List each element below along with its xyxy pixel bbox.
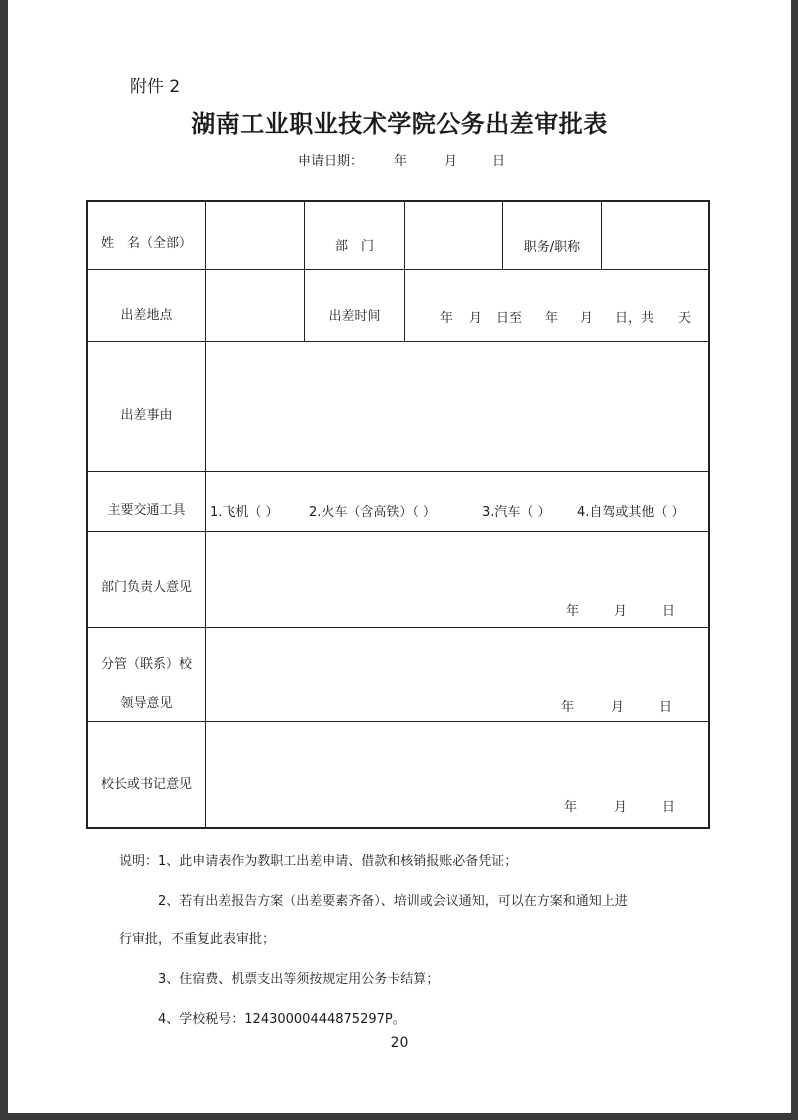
time-start-year: 年 xyxy=(440,311,454,326)
dept-head-day: 日 xyxy=(662,604,676,619)
position-label: 职务/职称 xyxy=(523,240,581,255)
application-date-day: 日 xyxy=(492,154,506,169)
time-start-month: 月 xyxy=(469,311,483,326)
approval-form-table xyxy=(86,200,710,828)
time-end-month: 月 xyxy=(580,311,594,326)
president-day: 日 xyxy=(662,800,676,815)
row-divider xyxy=(88,269,708,270)
department-field[interactable] xyxy=(405,203,501,268)
time-total-days: 天 xyxy=(678,311,692,326)
row-divider xyxy=(88,531,708,532)
department-label: 部 门 xyxy=(334,239,374,254)
application-date-label: 申请日期： xyxy=(298,154,364,169)
dept-head-opinion-field[interactable] xyxy=(206,533,706,626)
time-start-day: 日至 xyxy=(496,311,523,326)
note-4: 4、学校税号：12430000444875297P。 xyxy=(158,1012,406,1027)
transport-option-plane[interactable]: 1.飞机（ ） xyxy=(210,505,279,520)
transport-option-bus[interactable]: 3.汽车（ ） xyxy=(482,505,551,520)
form-title: 湖南工业职业技术学院公务出差审批表 xyxy=(191,110,608,138)
transport-label: 主要交通工具 xyxy=(107,503,186,518)
leader-year: 年 xyxy=(561,700,575,715)
row-divider xyxy=(88,721,708,722)
application-date-year: 年 xyxy=(394,154,408,169)
leader-day: 日 xyxy=(659,700,673,715)
travel-time-field[interactable] xyxy=(405,271,706,340)
note-2: 2、若有出差报告方案（出差要素齐备）、培训或会议通知，可以在方案和通知上进 xyxy=(158,894,628,909)
transport-option-other[interactable]: 4.自驾或其他（ ） xyxy=(577,505,685,520)
president-month: 月 xyxy=(614,800,628,815)
reason-field[interactable] xyxy=(206,343,706,470)
president-opinion-field[interactable] xyxy=(206,723,706,825)
time-end-year: 年 xyxy=(545,311,559,326)
application-date-month: 月 xyxy=(444,154,458,169)
name-label: 姓 名（全部） xyxy=(100,236,192,251)
leader-opinion-field[interactable] xyxy=(206,629,706,720)
location-label: 出差地点 xyxy=(120,308,173,323)
location-field[interactable] xyxy=(206,271,303,340)
time-end-day: 日，共 xyxy=(615,311,655,326)
dept-head-month: 月 xyxy=(614,604,628,619)
row-divider xyxy=(88,471,708,472)
note-2-continued: 行审批，不重复此表审批； xyxy=(119,932,276,947)
leader-opinion-label-line1: 分管（联系）校 xyxy=(100,657,192,672)
reason-label: 出差事由 xyxy=(120,408,173,423)
dept-head-opinion-label: 部门负责人意见 xyxy=(100,580,192,595)
note-3: 3、住宿费、机票支出等须按规定用公务卡结算； xyxy=(158,972,440,987)
dept-head-year: 年 xyxy=(566,604,580,619)
attachment-label: 附件 2 xyxy=(130,77,181,97)
document-page xyxy=(8,0,791,1113)
president-year: 年 xyxy=(564,800,578,815)
page-number: 20 xyxy=(390,1035,409,1051)
row-divider xyxy=(88,341,708,342)
position-field[interactable] xyxy=(602,203,706,268)
president-opinion-label: 校长或书记意见 xyxy=(100,777,192,792)
travel-time-label: 出差时间 xyxy=(328,309,381,324)
name-field[interactable] xyxy=(206,203,303,268)
row-divider xyxy=(88,627,708,628)
leader-month: 月 xyxy=(611,700,625,715)
leader-opinion-label-line2: 领导意见 xyxy=(120,696,173,711)
note-1: 说明：1、此申请表作为教职工出差申请、借款和核销报账必备凭证； xyxy=(119,854,518,869)
transport-option-train[interactable]: 2.火车（含高铁）（ ） xyxy=(309,505,437,520)
